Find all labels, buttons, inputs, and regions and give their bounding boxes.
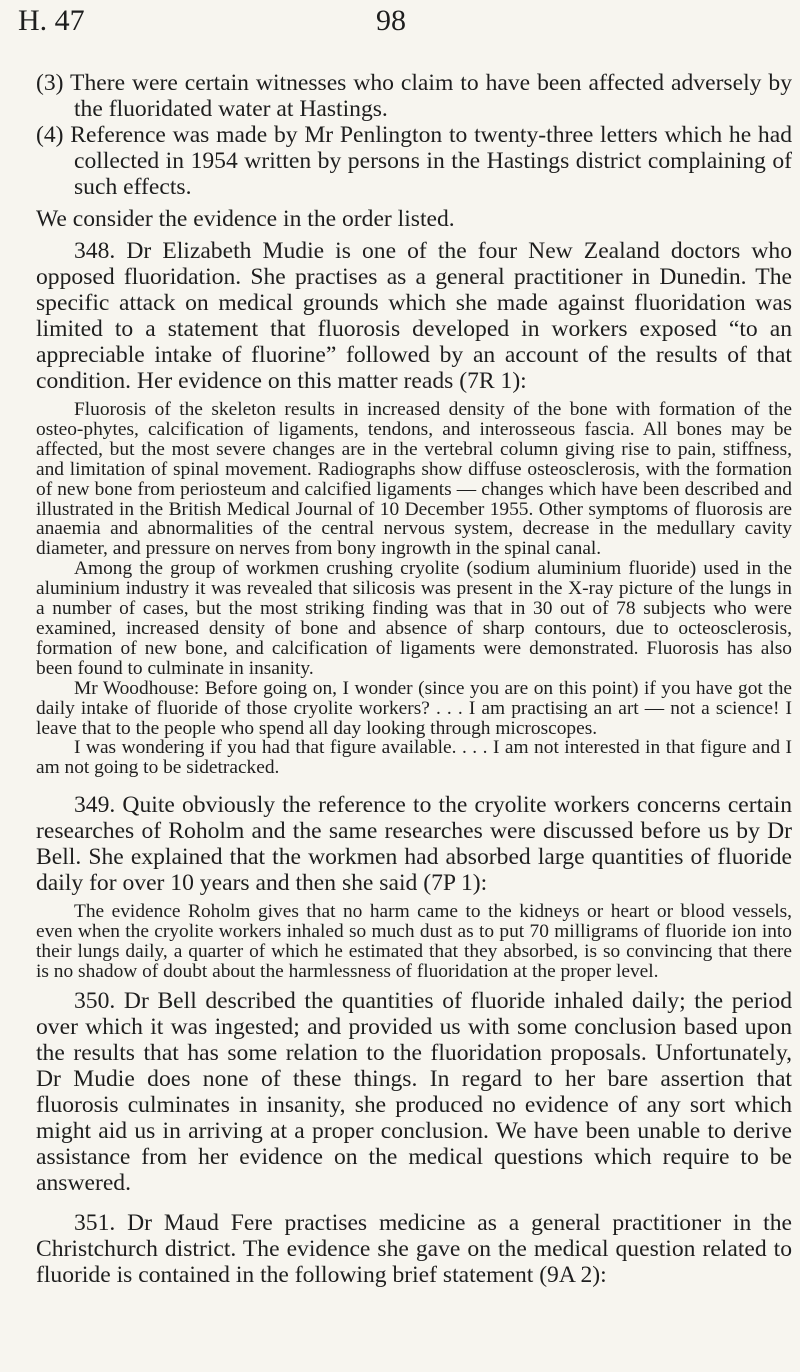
quote-348-question: Mr Woodhouse: Before going on, I wonder (since you are on this point) if you have got the daily intake of fluoride of those cryolite workers? . . . I am practising an art — not a science! I leave that to the people who spend all day looking through microscopes. xyxy=(36,677,792,739)
quote-348-cryolite: Among the group of workmen crushing cryolite (sodium aluminium fluoride) used in the aluminium industry it was revealed that silicosis was present in the X-ray picture of the lungs in a number of cases, but the most striking finding was that in 30 out of 78 subjects who were examined, increased density of bone and absence of sharp contours, due to octeosclerosis, formation of new bone, and calcification of ligaments were demonstrated. Fluorosis has also been found to culminate in insanity. xyxy=(36,558,792,679)
section-code: H. 47 xyxy=(18,4,85,37)
quote-349-roholm: The evidence Roholm gives that no harm came to the kidneys or heart or blood vessels, even when the cryolite workers inhaled so much dust as to put 70 milligrams of fluoride ion into their lungs daily, a quarter of which he estimated that they absorbed, is so convincing that there is no shadow of doubt about the harmlessness of fluoridation at the proper level. xyxy=(36,901,792,982)
paragraph-351: 351. Dr Maud Fere practises medicine as a general practitioner in the Christchurch district. The evidence she gave on the medical question related to fluoride is contained in the following brief statement (9A 2): xyxy=(36,1209,792,1288)
lead-sentence: We consider the evidence in the order listed. xyxy=(36,206,455,232)
body-text xyxy=(36,70,792,1288)
paragraph-350: 350. Dr Bell described the quantities of fluoride inhaled daily; the period over which it was ingested; and provided us with some conclusion based upon the results that has some relation to the fluoridation proposals. Unfortunately, Dr Mudie does none of these things. In regard to her bare assertion that fluorosis culminates in insanity, she produced no evidence of any sort which might aid us in arriving at a proper conclusion. We have been unable to derive assistance from her evidence on the medical questions which require to be answered. xyxy=(36,987,792,1196)
list-item-3: (3) There were certain witnesses who claim to have been affected adversely by the fluoridated water at Hastings. xyxy=(36,70,792,122)
page-number: 98 xyxy=(376,4,406,37)
paragraph-349: 349. Quite obviously the reference to the cryolite workers concerns certain researches of Roholm and the same researches were discussed before us by Dr Bell. She explained that the workmen had absorbed large quantities of fluoride daily for over 10 years and then she said (7P 1): xyxy=(36,792,792,897)
paragraph-348: 348. Dr Elizabeth Mudie is one of the four New Zealand doctors who opposed fluoridation. She practises as a general practitioner in Dunedin. The specific attack on medical grounds which she made against fluoridation was limited to a statement that fluorosis developed in workers exposed “to an appreciable intake of fluorine” followed by an account of the results of that condition. Her evidence on this matter reads (7R 1): xyxy=(36,238,792,394)
quote-348-fluorosis: Fluorosis of the skeleton results in increased density of the bone with formation of the osteo-phytes, calcification of ligaments, tendons, and interosseous fascia. All bones may be affected, but the most severe changes are in the vertebral column giving rise to pain, stiffness, and limitation of spinal movement. Radiographs show diffuse osteosclerosis, with the formation of new bone from periosteum and calcified ligaments — changes which have been described and illustrated in the British Medical Journal of 10 December 1955. Other symptoms of fluorosis are anaemia and abnormalities of the central nervous system, decrease in the medullary cavity diameter, and pressure on nerves from bony ingrowth in the spinal canal. xyxy=(36,399,792,560)
quote-348-answer: I was wondering if you had that figure available. . . . I am not interested in that figure and I am not going to be sidetracked. xyxy=(36,737,792,779)
list-item-4: (4) Reference was made by Mr Penlington to twenty-three letters which he had collected in 1954 written by persons in the Hastings district complaining of such effects. xyxy=(36,122,792,200)
